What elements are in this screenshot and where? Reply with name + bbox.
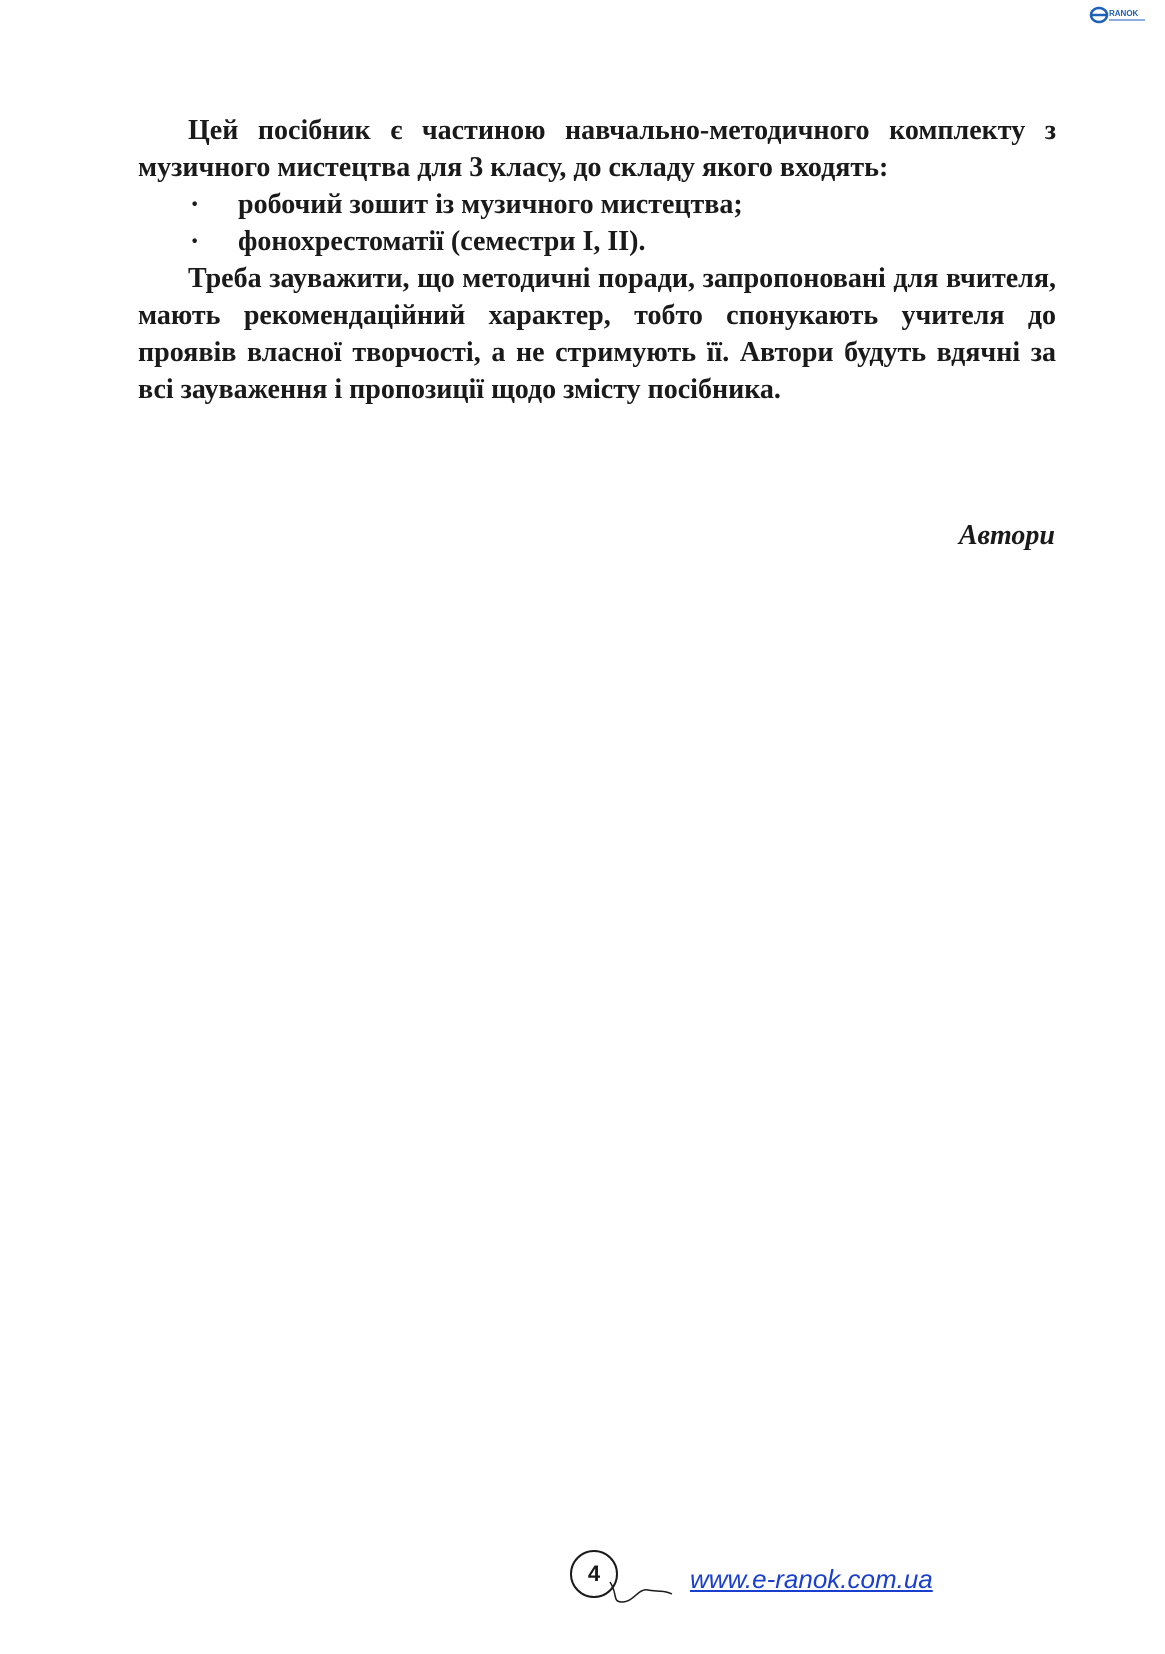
page-footer — [570, 1550, 970, 1620]
page-number: 4 — [570, 1550, 618, 1598]
list-item-text: робочий зошит із музичного мистецтва; — [238, 189, 743, 220]
intro-paragraph: Цей посібник є частиною навчально-методичного комплекту з музичного мистецтва для 3 класу, до складу якого входять: — [138, 115, 1056, 183]
website-link[interactable]: www.e-ranok.com.ua — [690, 1564, 933, 1594]
list-item-text: фонохрестоматії (семестри І, ІІ). — [238, 226, 646, 257]
publisher-logo — [1089, 2, 1147, 26]
bullet-icon: · — [190, 226, 200, 257]
main-text — [138, 112, 1056, 408]
authors-signature: Автори — [958, 520, 1055, 551]
bullet-icon: · — [190, 189, 200, 220]
swirl-decoration-icon — [608, 1568, 674, 1608]
note-paragraph: Треба зауважити, що методичні поради, запропоновані для вчителя, мають рекомендаційний характер, тобто спонукають учителя до проявів власної творчості, а не стримують її. Автори будуть вдячні за всі зауваження і пропозиції щодо змісту посібника. — [138, 263, 1056, 405]
list-item — [138, 186, 1056, 223]
list-item — [138, 223, 1056, 260]
svg-text:RANOK: RANOK — [1109, 9, 1139, 18]
components-list — [138, 186, 1056, 260]
